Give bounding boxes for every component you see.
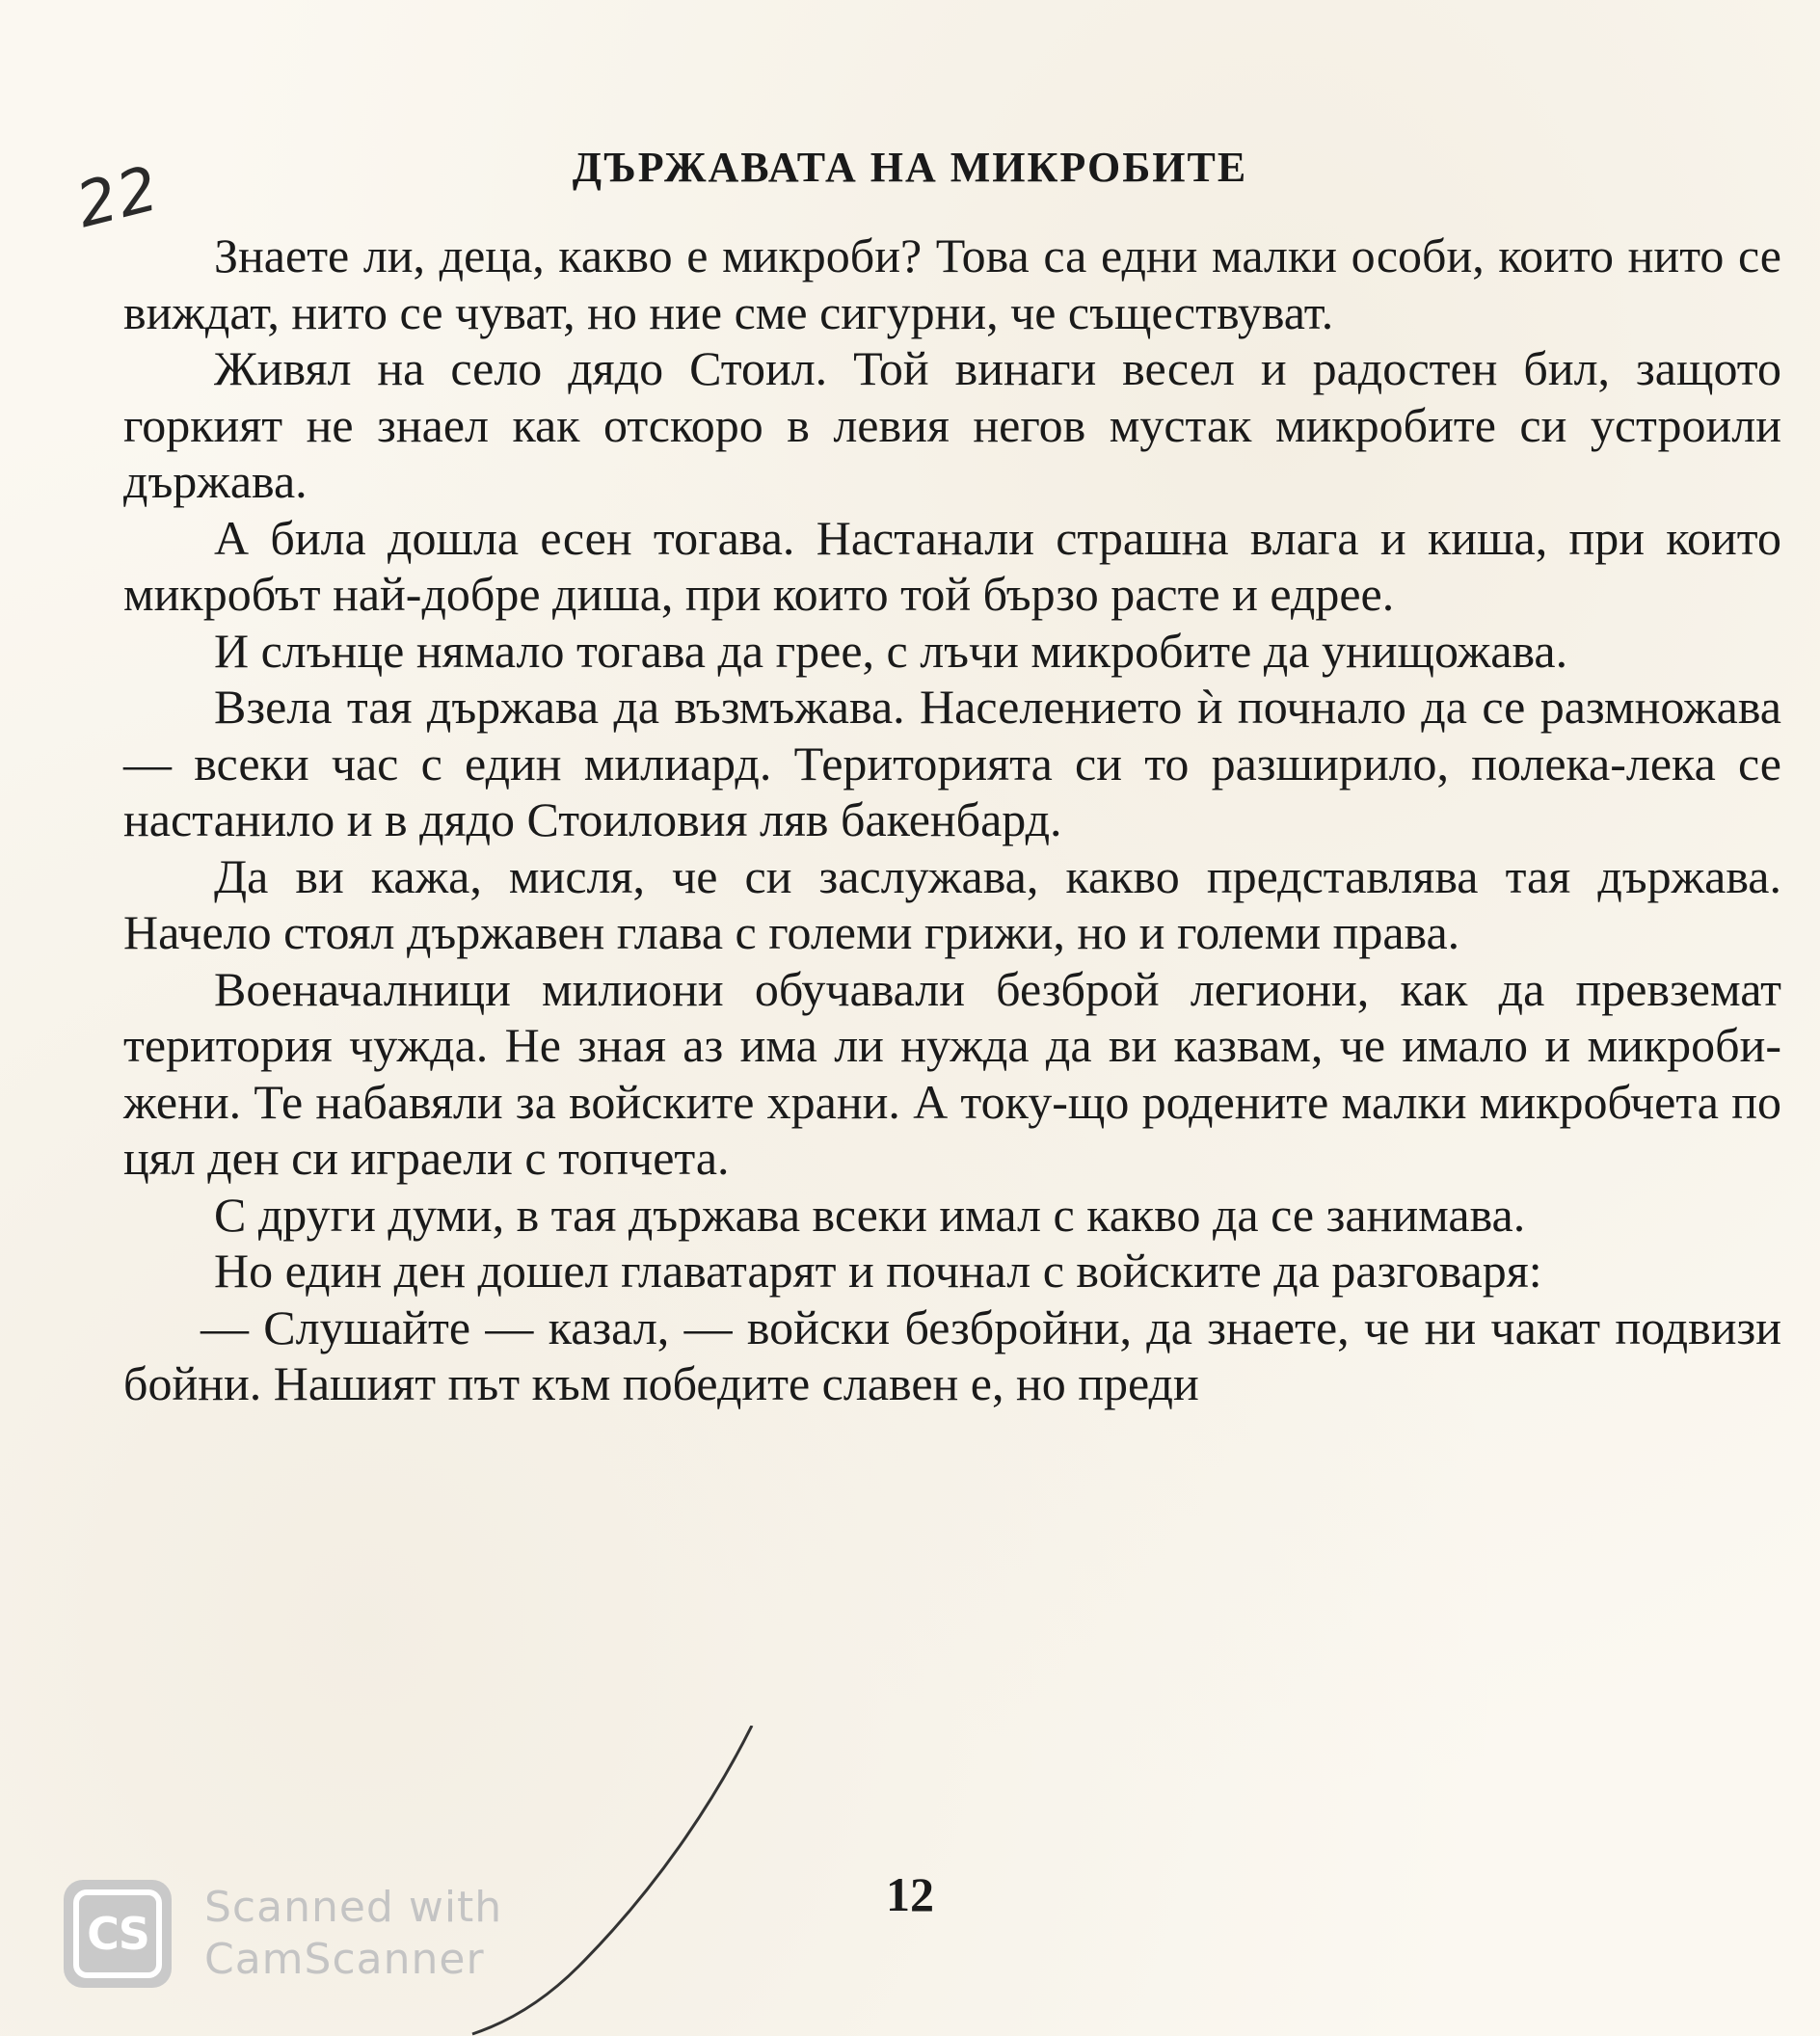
paragraph: Взела тая държава да възмъжава. Населението ѝ почнало да се размножава — всеки час с един милиард. Територията си то разширило, полека-лека се настанило и в дядо Стоиловия ляв бакенбард. — [123, 680, 1781, 846]
camscanner-logo-text: CS — [73, 1889, 162, 1978]
paragraph: Но един ден дошел главатарят и почнал с войските да разговаря: — [214, 1244, 1542, 1298]
camscanner-logo-icon — [64, 1880, 172, 1988]
paragraph: — Слушайте — казал, — войски безбройни, да знаете, че ни чакат подвизи бойни. Нашият път към победите славен е, но преди — [123, 1299, 1781, 1410]
handwritten-page-marker: 22 — [69, 152, 168, 243]
paragraph: Военачалници милиони обучавали безброй легиони, как да превземат територия чужда. Не зная аз има ли нужда да ви казвам, че имало и микроби-жени. Те набавяли за войските храни. А току-що родените малки микробчета по цял ден си играели с топчета. — [123, 961, 1781, 1185]
paragraph: Да ви кажа, мисля, че си заслужава, какво представлява тая държава. Начело стоял държавен глава с големи грижи, но и големи права. — [123, 848, 1781, 959]
paragraph: И слънце нямало тогава да грее, с лъчи микробите да унищожава. — [214, 623, 1568, 678]
watermark-text — [204, 1882, 502, 1986]
paragraph: Знаете ли, деца, какво е микроби? Това са едни малки особи, които нито се виждат, нито се чуват, но ние сме сигурни, че съществуват. — [123, 228, 1781, 339]
page-number: 12 — [886, 1867, 934, 1921]
page-title: ДЪРЖАВАТА НА МИКРОБИТЕ — [572, 144, 1248, 191]
camscanner-watermark — [64, 1880, 502, 1988]
paragraph: С други думи, в тая държава всеки имал с какво да се занимава. — [214, 1187, 1526, 1242]
watermark-line-1: Scanned with — [204, 1883, 503, 1932]
story-text — [123, 228, 1781, 1412]
paragraph: Живял на село дядо Стоил. Той винаги весел и радостен бил, защото горкият не знаел как отскоро в левия негов мустак микробите си устроили държава. — [123, 341, 1781, 508]
paragraph: А била дошла есен тогава. Настанали страшна влага и киша, при които микробът най-добре диша, при които той бързо расте и едрее. — [123, 510, 1781, 621]
watermark-line-2: CamScanner — [204, 1935, 485, 1984]
